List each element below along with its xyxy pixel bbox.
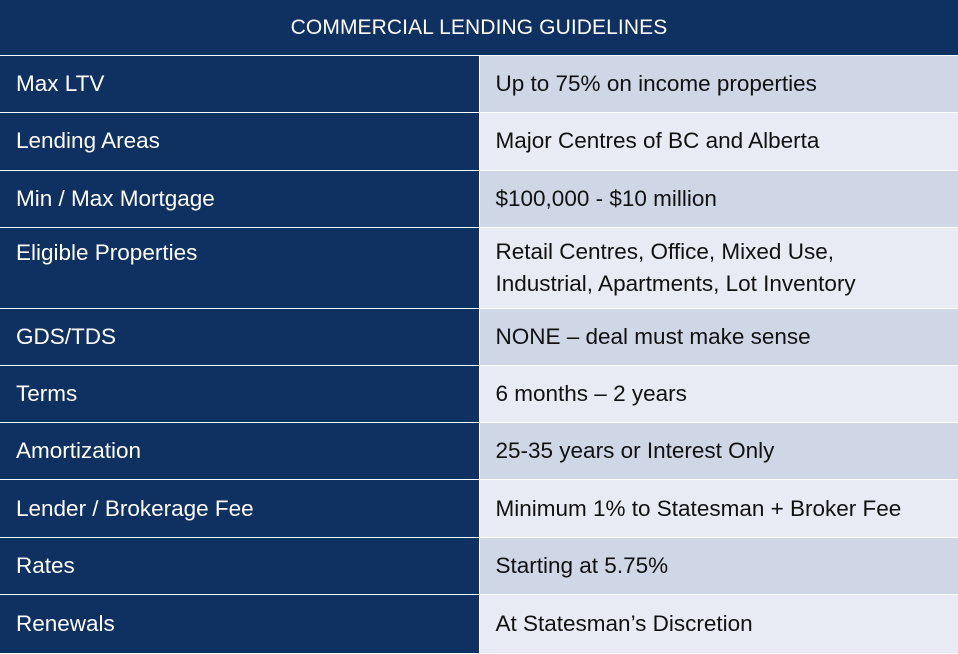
table-row — [0, 227, 958, 308]
row-value — [479, 227, 958, 308]
row-value: Minimum 1% to Statesman + Broker Fee — [479, 480, 958, 537]
row-label: Rates — [0, 537, 479, 594]
table-row — [0, 537, 958, 594]
table-row — [0, 423, 958, 480]
row-label: Min / Max Mortgage — [0, 170, 479, 227]
row-value: Up to 75% on income properties — [479, 56, 958, 113]
table-row — [0, 56, 958, 113]
table-row — [0, 480, 958, 537]
row-label: Eligible Properties — [0, 227, 479, 308]
row-label: GDS/TDS — [0, 308, 479, 365]
row-label: Renewals — [0, 594, 479, 653]
row-value: $100,000 - $10 million — [479, 170, 958, 227]
table-row — [0, 366, 958, 423]
value-line: Retail Centres, Office, Mixed Use, — [495, 238, 834, 264]
table-row — [0, 113, 958, 170]
row-value: Major Centres of BC and Alberta — [479, 113, 958, 170]
table-header-row — [0, 0, 958, 56]
table-row — [0, 308, 958, 365]
table-row — [0, 170, 958, 227]
row-label: Terms — [0, 366, 479, 423]
row-label: Lender / Brokerage Fee — [0, 480, 479, 537]
row-value: 6 months – 2 years — [479, 366, 958, 423]
row-label: Amortization — [0, 423, 479, 480]
row-value: At Statesman’s Discretion — [479, 594, 958, 653]
value-line: Industrial, Apartments, Lot Inventory — [495, 270, 856, 296]
row-value: Starting at 5.75% — [479, 537, 958, 594]
row-label: Lending Areas — [0, 113, 479, 170]
row-label: Max LTV — [0, 56, 479, 113]
table-row — [0, 594, 958, 653]
table-title: COMMERCIAL LENDING GUIDELINES — [0, 0, 958, 56]
row-value: 25-35 years or Interest Only — [479, 423, 958, 480]
row-value: NONE – deal must make sense — [479, 308, 958, 365]
